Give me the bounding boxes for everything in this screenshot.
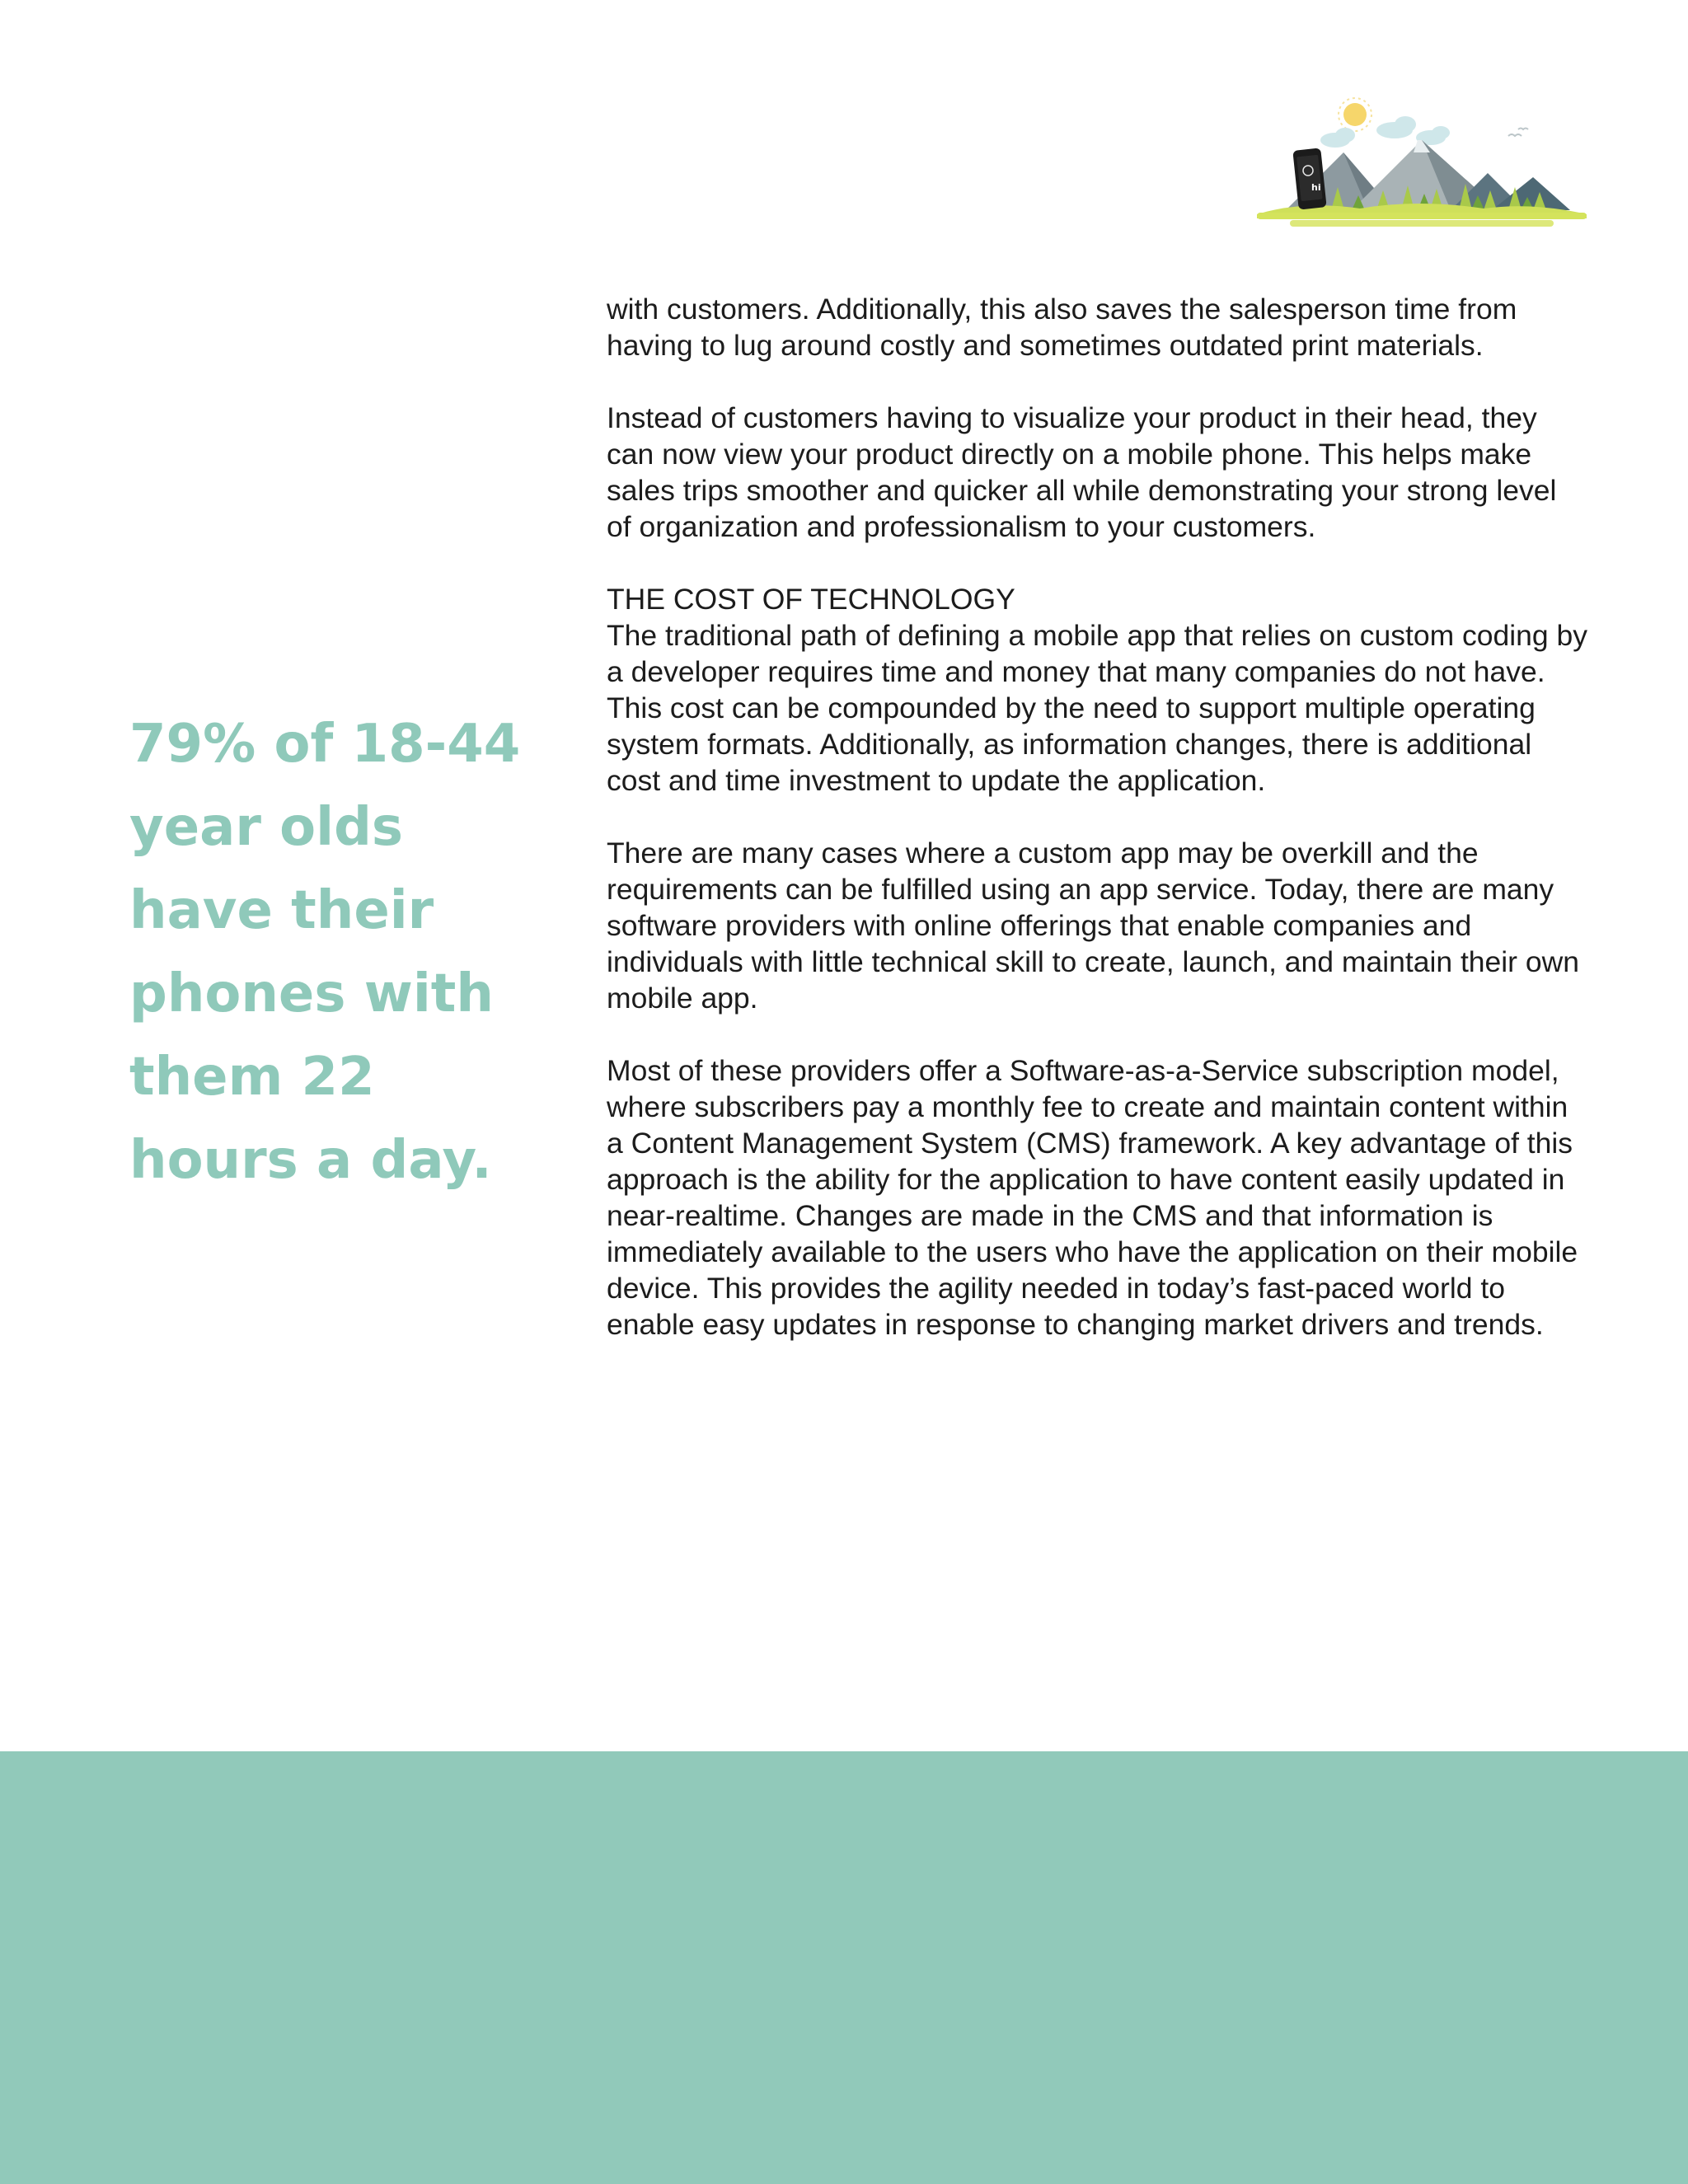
body-paragraph: with customers. Additionally, this also saves the salesperson time from having to lug around costly and sometimes outdated print materials. bbox=[607, 293, 1517, 362]
body-paragraph: Instead of customers having to visualize your product in their head, they can now view your product directly on a mobile phone. This helps make sales trips smoother and quicker all while demonstrating your strong level of organization and professionalism to your customers. bbox=[607, 401, 1557, 543]
sun-icon bbox=[1343, 103, 1367, 126]
body-paragraph: There are many cases where a custom app may be overkill and the requirements can be fulfilled using an app service. Today, there are many software providers with online offerings that enable companies and individuals with little technical skill to create, launch, and maintain their own mobile app. bbox=[607, 837, 1579, 1015]
body-paragraph: Most of these providers offer a Software-as-a-Service subscription model, where subscribers pay a monthly fee to create and maintain content within a Content Management System (CMS) framework. A key advantage of this approach is the ability for the application to have content easily updated in near-realtime. Changes are made in the CMS and that information is immediately available to the users who have the application on their mobile device. This provides the agility needed in today’s fast-paced world to enable easy updates in response to changing market drivers and trends. bbox=[607, 1054, 1578, 1341]
body-copy bbox=[607, 291, 1587, 1379]
phone-mountain-landscape-icon bbox=[1253, 95, 1591, 235]
section-heading: THE COST OF TECHNOLOGY bbox=[607, 583, 1015, 616]
body-paragraph: The traditional path of defining a mobile app that relies on custom coding by a developer requires time and money that many companies do not have. This cost can be compounded by the need to support multiple operating system formats. Additionally, as information changes, there is additional cost and time investment to update the application. bbox=[607, 619, 1587, 797]
footer-band bbox=[0, 1751, 1688, 2184]
phone-screen-text: hi bbox=[1311, 182, 1321, 193]
cloud-icon bbox=[1320, 116, 1450, 148]
pull-quote: 79% of 18-44 year olds have their phones with them 22 hours a day. bbox=[129, 714, 521, 1191]
